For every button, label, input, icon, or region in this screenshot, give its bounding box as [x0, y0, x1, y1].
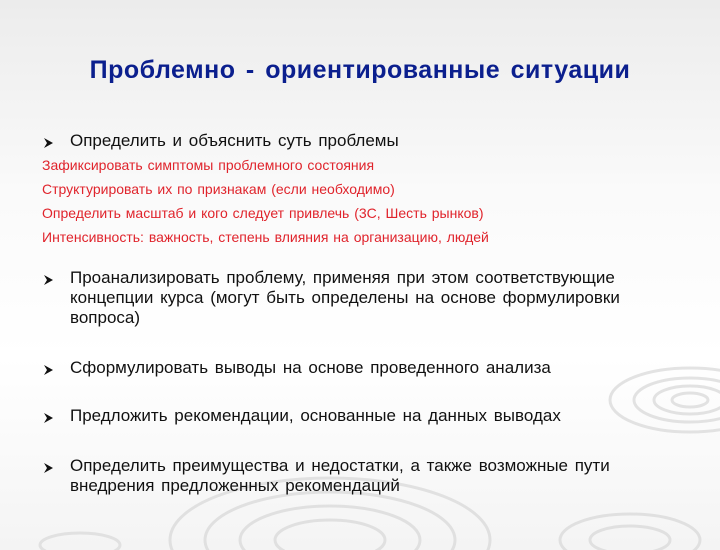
bullet-text: Определить и объяснить суть проблемы [70, 131, 399, 150]
bullet-item-1 [42, 131, 682, 151]
bullet-text: Проанализировать проблему, применяя при этом соответствующие концепции курса (могут быть определены на основе формулировки вопроса) [70, 268, 620, 327]
bullet-item-5 [42, 456, 682, 496]
subitem-4: Интенсивность: важность, степень влияния на организацию, людей [42, 229, 489, 245]
arrow-bullet-icon [42, 462, 56, 474]
bullet-text: Сформулировать выводы на основе проведенного анализа [70, 358, 551, 377]
bullet-text: Определить преимущества и недостатки, а также возможные пути внедрения предложенных рекомендаций [70, 456, 610, 495]
arrow-bullet-icon [42, 274, 56, 286]
subitem-3: Определить масштаб и кого следует привлечь (3С, Шесть рынков) [42, 205, 484, 221]
bullet-item-3 [42, 358, 682, 378]
bullet-text: Предложить рекомендации, основанные на данных выводах [70, 406, 561, 425]
subitem-1: Зафиксировать симптомы проблемного состояния [42, 157, 375, 173]
bullet-item-2 [42, 268, 682, 328]
arrow-bullet-icon [42, 364, 56, 376]
slide-title: Проблемно - ориентированные ситуации [89, 56, 631, 84]
subitem-2: Структурировать их по признакам (если необходимо) [42, 181, 395, 197]
arrow-bullet-icon [42, 412, 56, 424]
arrow-bullet-icon [42, 137, 56, 149]
bullet-item-4 [42, 406, 682, 426]
